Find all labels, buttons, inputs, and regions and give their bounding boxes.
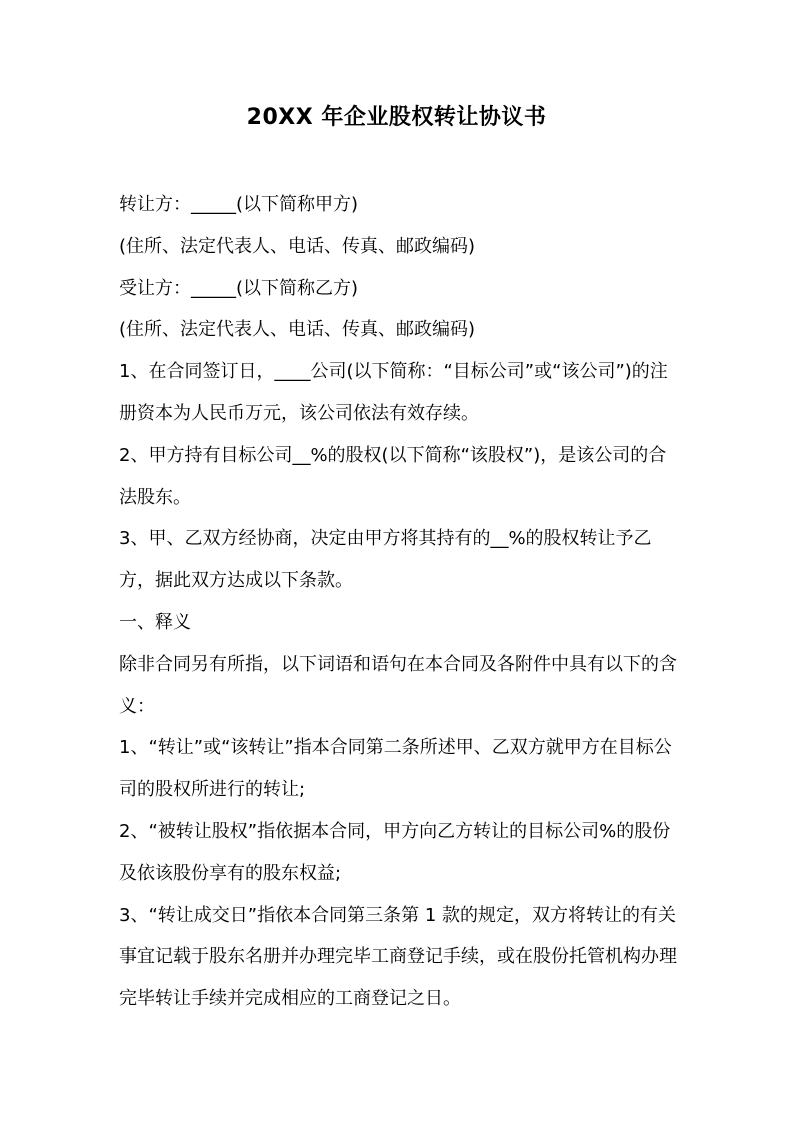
paragraph-recital-2: 2、甲方持有目标公司__%的股权(以下简称“该股权”)，是该公司的合法股东。 bbox=[119, 444, 667, 508]
paragraph-transferee: 受让方：_____(以下简称乙方) bbox=[119, 277, 359, 299]
paragraph-transferor: 转让方：_____(以下简称甲方) bbox=[119, 194, 359, 215]
paragraph-definition-3: 3、“转让成交日”指依本合同第三条第 1 款的规定，双方将转让的有关事宜记载于股东名册并办理完毕工商登记手续，或在股份托管机构办理完毕转让手续并完成相应的工商登记之日。 bbox=[119, 904, 677, 1010]
section-heading-definitions: 一、释义 bbox=[119, 611, 191, 633]
document-body bbox=[119, 184, 679, 1020]
document-title: 20XX 年企业股权转让协议书 bbox=[246, 105, 547, 130]
paragraph-definition-2: 2、“被转让股权”指依据本合同，甲方向乙方转让的目标公司%的股份及依该股份享有的股东权益; bbox=[119, 820, 671, 884]
paragraph-transferee-details: (住所、法定代表人、电话、传真、邮政编码) bbox=[119, 319, 476, 341]
paragraph-definitions-intro: 除非合同另有所指，以下词语和语句在本合同及各附件中具有以下的含义： bbox=[119, 653, 677, 717]
paragraph-definition-1: 1、“转让”或“该转让”指本合同第二条所述甲、乙双方就甲方在目标公司的股权所进行的转让; bbox=[119, 737, 672, 801]
paragraph-transferor-details: (住所、法定代表人、电话、传真、邮政编码) bbox=[119, 235, 476, 257]
paragraph-recital-3: 3、甲、乙双方经协商，决定由甲方将其持有的__%的股权转让予乙方，据此双方达成以下条款。 bbox=[119, 528, 652, 592]
paragraph-recital-1: 1、在合同签订日，____公司(以下简称：“目标公司”或“该公司”)的注册资本为人民币万元，该公司依法有效存续。 bbox=[119, 361, 668, 424]
